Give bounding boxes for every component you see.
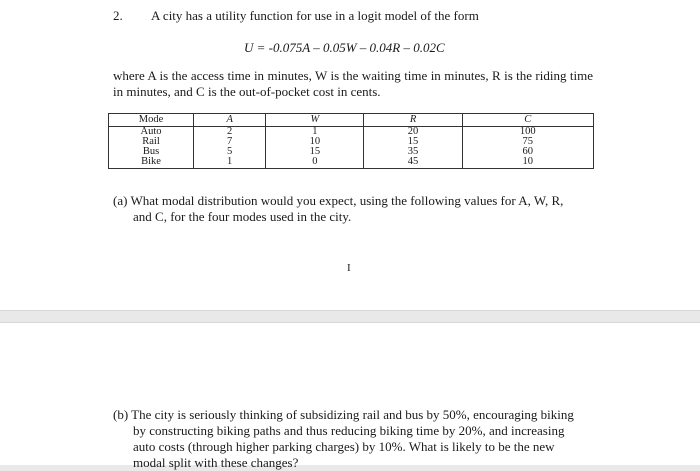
variable-definitions: where A is the access time in minutes, W is the waiting time in minutes, R is the riding time in minutes, and C is the out-of-pocket cost in cents.: [113, 68, 593, 99]
table-row: [109, 137, 594, 147]
problem-question: A city has a utility function for use in a logit model of the form: [151, 8, 479, 23]
cell-mode: Rail: [109, 137, 194, 147]
table-header-row: [109, 114, 594, 127]
cell-a: 1: [194, 157, 266, 169]
problem-number: 2.: [113, 8, 123, 23]
cell-mode: Bike: [109, 157, 194, 169]
part-a-line: and C, for the four modes used in the city.: [133, 209, 352, 224]
cell-c: 60: [462, 147, 593, 157]
cell-mode: Auto: [109, 127, 194, 138]
part-b-line: by constructing biking paths and thus reducing biking time by 20%, and increasing: [133, 423, 565, 438]
part-b-question: [113, 407, 590, 471]
cell-r: 15: [364, 137, 462, 147]
table-row: [109, 147, 594, 157]
part-b-card: [0, 322, 700, 470]
cell-c: 75: [462, 137, 593, 147]
part-a-question: [113, 193, 593, 225]
header-r: R: [364, 114, 462, 127]
cell-w: 10: [266, 137, 364, 147]
part-a-line: (a) What modal distribution would you expect, using the following values for A, W, R,: [113, 193, 564, 208]
table-row: [109, 157, 594, 169]
part-b-line: (b) The city is seriously thinking of subsidizing rail and bus by 50%, encouraging biking: [113, 407, 574, 422]
table-row: [109, 127, 594, 138]
utility-formula: U = -0.075A – 0.05W – 0.04R – 0.02C: [244, 40, 445, 55]
cell-mode: Bus: [109, 147, 194, 157]
cell-w: 1: [266, 127, 364, 138]
cell-a: 7: [194, 137, 266, 147]
header-w: W: [266, 114, 364, 127]
mode-attributes-table: [108, 113, 594, 169]
header-mode: Mode: [109, 114, 194, 127]
cell-r: 35: [364, 147, 462, 157]
cell-w: 15: [266, 147, 364, 157]
cell-w: 0: [266, 157, 364, 169]
header-a: A: [194, 114, 266, 127]
cell-r: 20: [364, 127, 462, 138]
cell-c: 100: [462, 127, 593, 138]
text-cursor-mark: I: [347, 262, 351, 274]
cell-c: 10: [462, 157, 593, 169]
header-c: C: [462, 114, 593, 127]
cell-a: 5: [194, 147, 266, 157]
part-b-line: modal split with these changes?: [133, 455, 299, 470]
cell-a: 2: [194, 127, 266, 138]
part-b-line: auto costs (through higher parking charges) by 10%. What is likely to be the new: [133, 439, 555, 454]
cell-r: 45: [364, 157, 462, 169]
